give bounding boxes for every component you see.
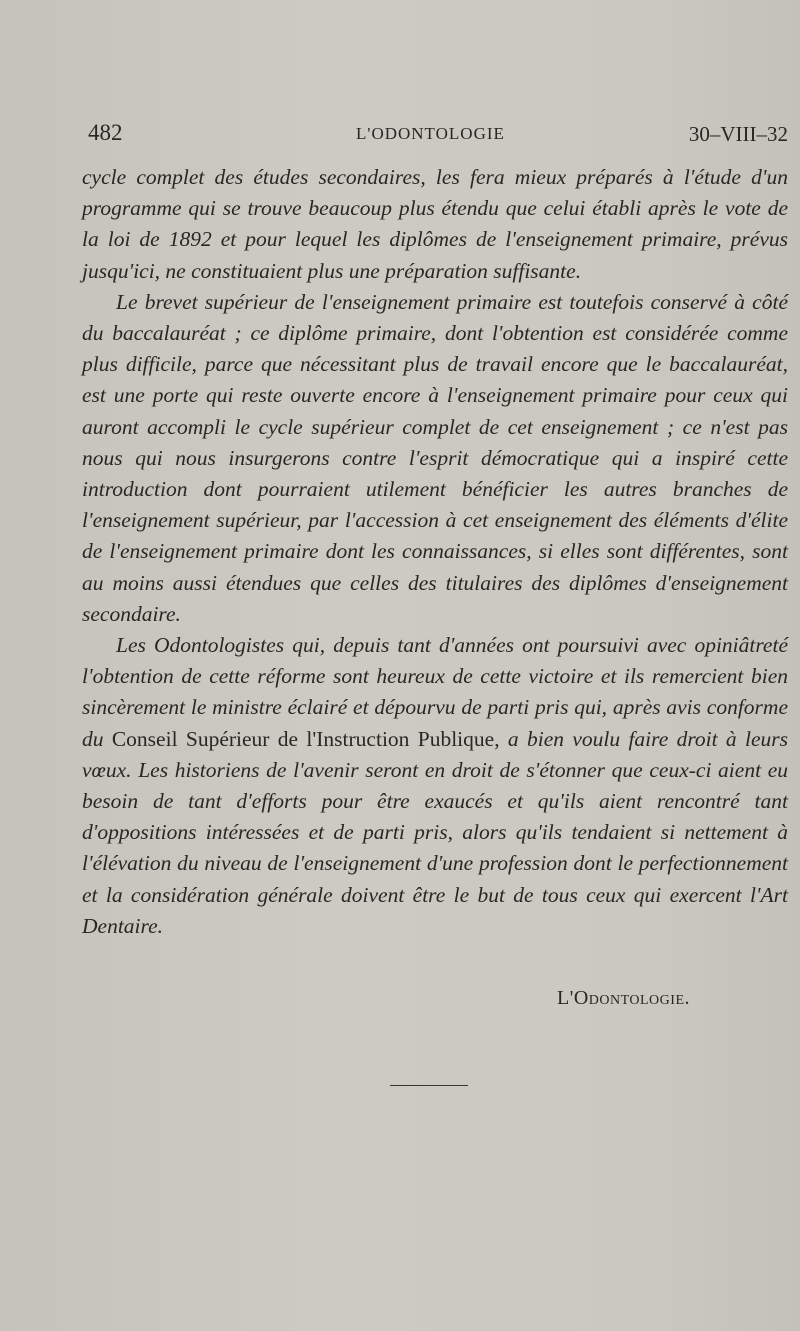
paragraph-1: cycle complet des études secondaires, les fera mieux préparés à l'étude d'un programme qui se trouve beaucoup plus étendu que celui établi après le vote de la loi de 1892 et pour lequel les diplômes de l'enseignement primaire, prévus jusqu'ici, ne constituaient plus une préparation suffisante.: [82, 165, 788, 283]
paragraph-3-text-a: Les Odontologistes qui, depuis tant d'années ont poursuivi avec opiniâtreté l'obtention de cette réforme sont heureux de cette victoire et ils remercient bien sincèrement le ministre éclairé et dépourvu de parti pris qui, après avis conforme du: [82, 633, 788, 751]
article-body: [82, 162, 788, 942]
running-title: L'ODONTOLOGIE: [356, 124, 505, 143]
paragraph-3-text-b: a bien voulu faire droit à leurs vœux. Les historiens de l'avenir seront en droit de s'étonner que ceux-ci aient eu besoin de tant d'efforts pour être exaucés et qu'ils aient rencontré tant d'oppositions intéressées et de parti pris, alors qu'ils tendaient si nettement à l'élévation du niveau de l'enseignement d'une profession dont le perfectionnement et la considération générale doivent être le but de tous ceux qui exercent l'Art Dentaire.: [82, 726, 789, 938]
signature: L'Odontologie.: [557, 987, 690, 1009]
page-header: [88, 118, 788, 148]
page-number: 482: [88, 120, 123, 145]
issue-date: 30–VIII–32: [688, 122, 788, 146]
section-divider: [390, 1085, 468, 1086]
paragraph-2: Le brevet supérieur de l'enseignement primaire est toutefois conservé à côté du baccalauréat ; ce diplôme primaire, dont l'obtention est considérée comme plus difficile, parce que nécessitant plus de travail encore que le baccalauréat, est une porte qui reste ouverte encore à l'enseignement primaire pour ceux qui auront accompli le cycle supérieur complet de cet enseignement ; ce n'est pas nous qui nous insurgerons contre l'esprit démocratique qui a inspiré cette introduction dont pourraient utilement bénéficier les autres branches de l'enseignement supérieur, par l'accession à cet enseignement des éléments d'élite de l'enseignement primaire dont les connaissances, si elles sont différentes, sont au moins aussi étendues que celles des titulaires des diplômes d'enseignement secondaire.: [82, 289, 788, 626]
paragraph-3: [82, 630, 788, 942]
paragraph-3-roman-text: Conseil Supérieur de l'Instruction Publique,: [111, 726, 500, 751]
